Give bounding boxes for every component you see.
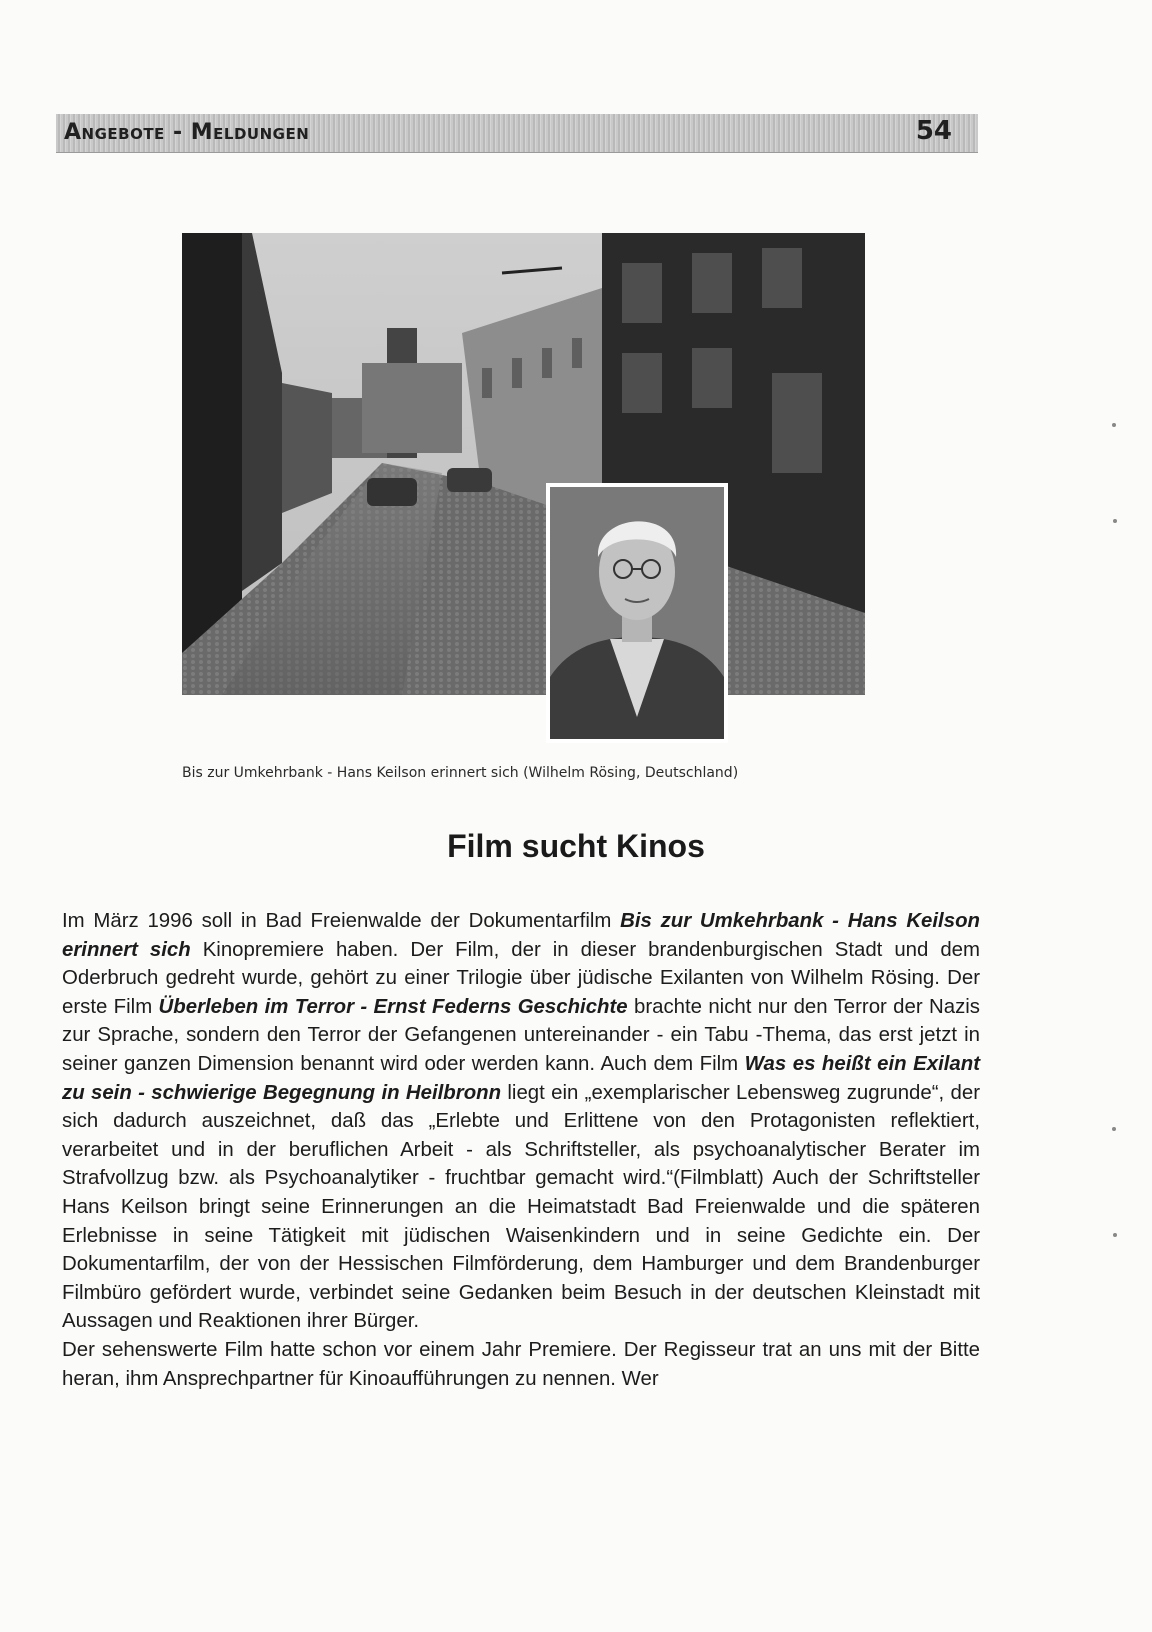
portrait-photo <box>546 483 728 743</box>
article-body <box>62 907 980 1393</box>
street-scene-image <box>182 233 865 695</box>
paragraph-1: Im März 1996 soll in Bad Freienwalde der Dokumentarfilm Bis zur Umkehrbank - Hans Keilson erinnert sich Kinopremiere haben. Der Film, der in dieser brandenburgischen Stadt und dem Oderbruch gedreht wurde, gehört zu einer Trilogie über jüdische Exilanten von Wilhelm Rösing. Der erste Film Überleben im Terror - Ernst Federns Geschichte brachte nicht nur den Terror der Nazis zur Sprache, sondern den Terror der Gefangenen untereinander - ein Tabu -Thema, das erst jetzt in seiner ganzen Dimension benannt wird oder werden kann. Auch dem Film Was es heißt ein Exilant zu sein - schwierige Begegnung in Heilbronn liegt ein „exemplarischer Lebensweg zugrunde“, der sich dadurch auszeichnet, daß das „Erlebte und Erlittene von den Protagonisten reflektiert, verarbeitet und in der beruflichen Arbeit - als Schriftsteller, als psychoanalytischer Berater im Strafvollzug bzw. als Psychoanalytiker - fruchtbar gemacht wird.“(Filmblatt) Auch der Schriftsteller Hans Keilson bringt seine Erinnerungen an die Heimatstadt Bad Freienwalde und die späteren Erlebnisse in seine Tätigkeit mit jüdischen Waisenkindern und in seine Gedichte ein. Der Dokumentarfilm, der von der Hessischen Filmförderung, dem Hamburger und dem Brandenburger Filmbüro gefördert wurde, verbindet seine Gedanken beim Besuch in der deutschen Kleinstadt mit Aussagen und Reaktionen ihrer Bürger. <box>62 910 980 1333</box>
film-title-3: Was es heißt ein Exilant zu sein - schwierige Begegnung in Heilbronn <box>62 1052 980 1104</box>
section-header-bar <box>56 114 978 153</box>
page-number: 54 <box>915 116 952 146</box>
scan-speck <box>1112 1127 1116 1131</box>
article-title: Film sucht Kinos <box>447 828 705 864</box>
paragraph-2: Der sehenswerte Film hatte schon vor einem Jahr Premiere. Der Regisseur trat an uns mit der Bitte heran, ihm Ansprechpartner für Kinoaufführungen zu nennen. Wer <box>62 1338 980 1390</box>
section-label: Angebote - Meldungen <box>64 120 310 145</box>
photo-caption: Bis zur Umkehrbank - Hans Keilson erinnert sich (Wilhelm Rösing, Deutschland) <box>182 765 739 781</box>
scan-speck <box>1113 1233 1117 1237</box>
film-title-2: Überleben im Terror - Ernst Federns Geschichte <box>158 995 628 1018</box>
street-photo <box>182 233 865 695</box>
scan-speck <box>1112 423 1116 427</box>
scan-speck <box>1113 519 1117 523</box>
film-title-1: Bis zur Umkehrbank - Hans Keilson erinnert sich <box>62 910 980 961</box>
